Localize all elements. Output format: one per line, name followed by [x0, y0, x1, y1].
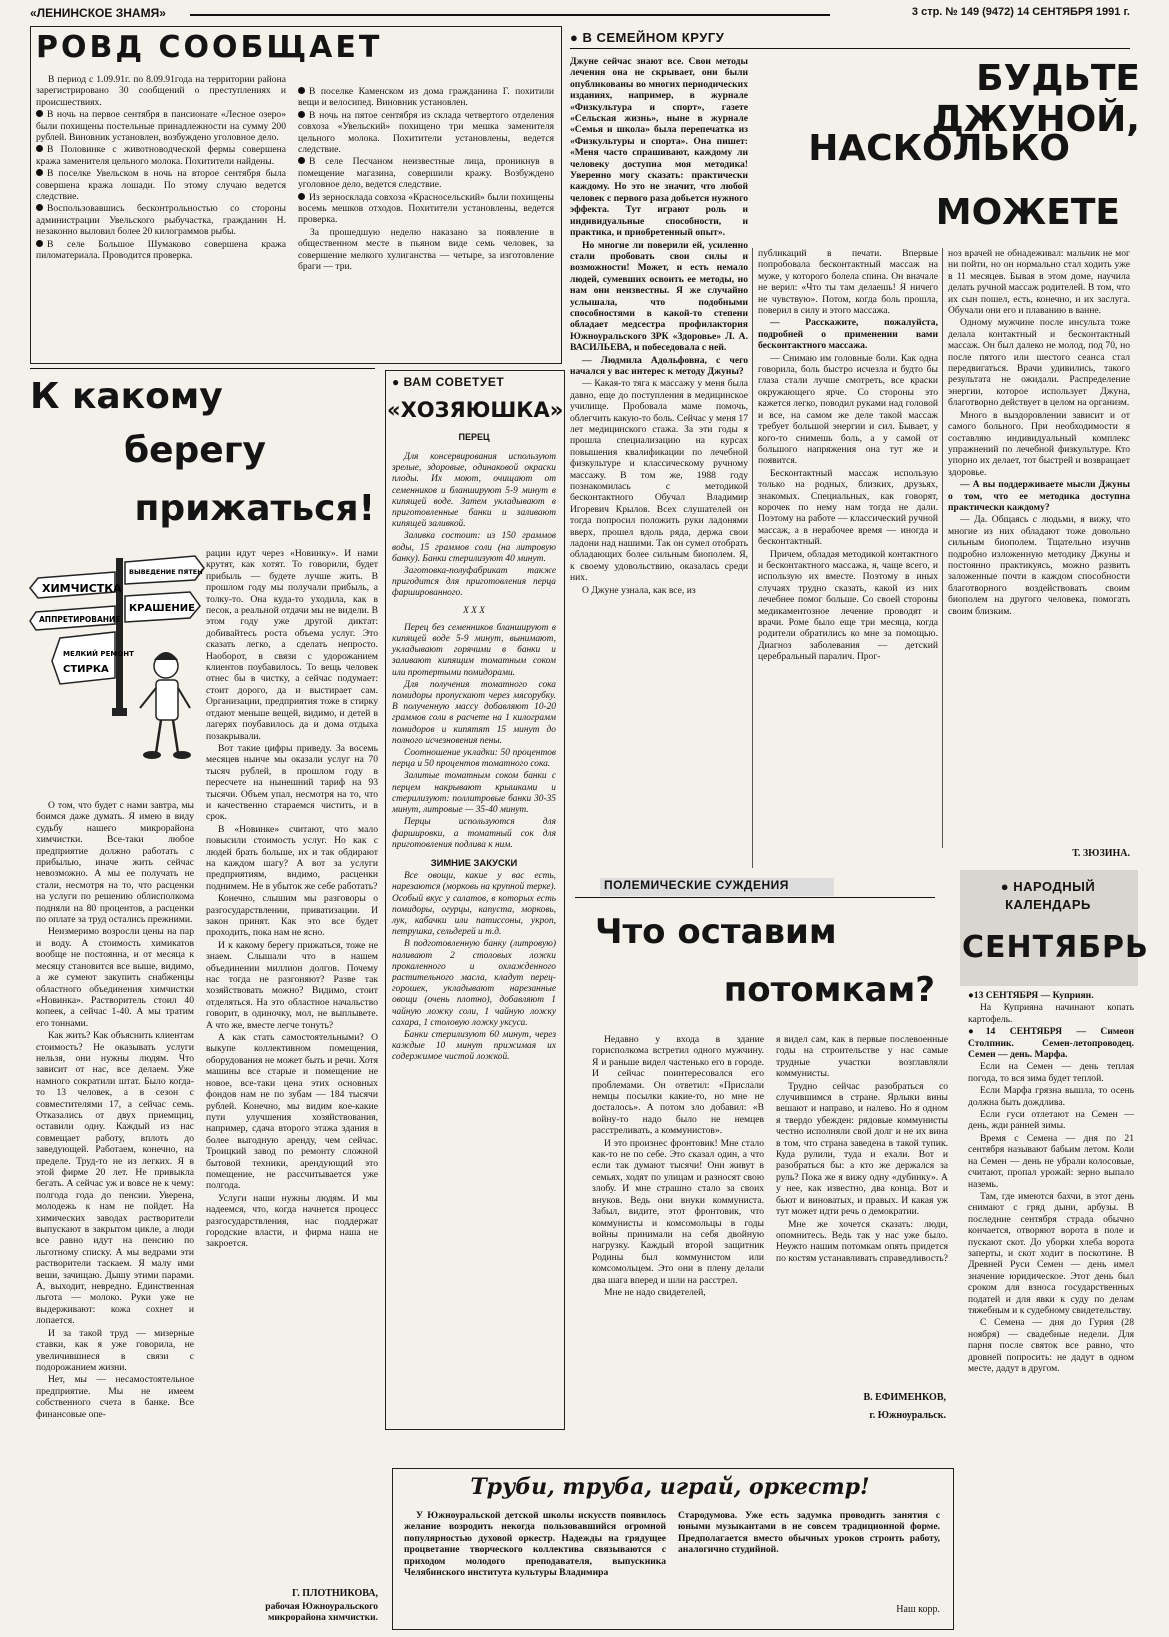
calendar-para: Там, где имеются бахчи, в этот день снимают с гряд дыни, арбузы. В последние сентября страда обычно кончается, отворяют ворота в поле и пускают скот. До уборки хлеба ворота заперты, и скот ходит в поскотине. В Древней Руси Семен — день имел значение юридическое. Этот день был сроком для взноса государственных податей и для явки к суду по делам тяжебным и к судебному свидетельству. [968, 1190, 1134, 1316]
family-headline-3: МОЖЕТЕ [935, 192, 1120, 233]
rovd-item: Из зерносклада совхоза «Красносельский» были похищены восемь мешков отходов. Похитители установлены, ведется проверка. [298, 191, 554, 226]
family-para: ноз врачей не обнадеживал: мальчик не мог ни пойти, но он нормально стал ходить уже в 11 месяцев. Бывая в этом доме, научила делать ручной массаж родителей. В том, что их сын пошел, есть, конечно, и их заслуга. Обучали они его и плаванию в ванне. [948, 248, 1130, 317]
family-question: — Расскажите, пожалуйста, подробней о применении вами бесконтактного массажа. [758, 317, 938, 352]
bereg-para: Как жить? Как объяснить клиентам стоимость? Не оказывать услуги нельзя, они нужны людям. Что зависит от нас, все делаем. Уже намного сократили штат. Было когда-то 13 человек, а в сезон с совместителями 17, а сейчас семь. Отказались от двух приемщиц, оставили одну. Каждый из нас совмещает работу, вплоть до заведующей. Работаем, конечно, на пределе. Труд-то не из легких. Я в этой фирме 20 лет. Не привыкла бегать. А сейчас уж и вовсе не к чему: полгода года до пенсии. Уверена, молодежь к нам не пойдет. На химических заводах растворители выпускают в закрытом цикле, а люди все равно идут на пенсию по льготному списку. А мы ведрами эти растворители таскаем. Я малу ими веши, зачищаю. Дышу этими парами. А, выходит, невредно. Единственная льгота — молоко. Руки уже не выдерживают: кожа сохнет и лопается. [36, 1030, 194, 1327]
signpost-illustration [30, 548, 210, 798]
polemic-para: Мне же хочется сказать: люди, опомнитесь. Ведь так у нас уже было. Неужто нашим потомкам опять придется по костям устанавливать справедливость? [776, 1218, 948, 1264]
bereg-headline-3: прижаться! [134, 488, 375, 529]
bereg-para: Конечно, слышим мы разговоры о разгосударствлении, приватизации. И закон принят. Как это все будет проходить, пока нам не ясно. [206, 893, 378, 939]
polemic-kicker: ПОЛЕМИЧЕСКИЕ СУЖДЕНИЯ [600, 878, 834, 896]
family-author: Т. ЗЮЗИНА. [1072, 848, 1130, 859]
family-para: — Да. Общаясь с людьми, я вижу, что многие из них обладают тоже довольно сильным биополем. Тщательно изучив подробно изложенную методику Джуны и постоянно практикуясь, можно развить заложенные почти в каждом способности благотворного воздействовать своим биополем на другого человека, помогать своим близким. [948, 514, 1130, 617]
rovd-item: В селе Песчаном неизвестные лица, проникнув в помещение магазина, совершили кражу. Возбуждено уголовное дело, ведется следствие. [298, 156, 554, 191]
polemic-author-city: г. Южноуральск. [869, 1410, 946, 1421]
polemic-para: я видел сам, как в первые послевоенные годы на строительстве у нас самые трудные участки возглавляли коммунисты. [776, 1034, 948, 1080]
family-para: Джуне сейчас знают все. Свои методы лечения она не скрывает, они были опубликованы во многих периодических изданиях, например, в журнале «Физкультура и спорт», газете «Сельская жизнь», ныне в журнале «Семья и школа» была перепечатка из «Физкультуры и спорта». Она пишет: «Меня часто спрашивают, каждому ли человеку доступна моя методика! Уверенно могу сказать: практически каждому. Но это не значит, что любой человек с первого раза добьется нужного эффекта. Тут играют роль и индивидуальные способности, и практика, и приобретенный опыт». [570, 56, 749, 239]
polemic-column-1 [592, 1034, 764, 1424]
rovd-heading: РОВД СООБЩАЕТ [36, 30, 383, 65]
sign-text: ХИМЧИСТКА [42, 582, 122, 595]
column-divider [752, 248, 753, 868]
family-para: Но многие ли поверили ей, усиленно стали пробовать свои силы и возможности! Может, и есть немало людей, сумевших освоить ее методы, но нам они неизвестны. Я же случайно услышала, что подобными способностями в какой-то степени обладает медсестра профилактория Южноуральского ЗРК «Здоровье» Л. А. ВАСИЛЬЕВА, и побеседовала с ней. [570, 239, 748, 354]
calendar-para: Если гуси отлетают на Семен — день, жди ранней зимы. [968, 1109, 1134, 1132]
calendar-kicker: ● НАРОДНЫЙ КАЛЕНДАРЬ [1000, 879, 1096, 912]
hozyayushka-kicker: ● ВАМ СОВЕТУЕТ [392, 375, 505, 389]
masthead-rule [190, 14, 830, 16]
bereg-para: И за такой труд — мизерные ставки, как я уже говорила, не увеличившиеся в связи с подорожанием жизни. [36, 1327, 194, 1373]
calendar-date: ●14 СЕНТЯБРЯ — Симеон Столпник. Семен-летопроводец. Семен — день. Марфа. [968, 1026, 1134, 1061]
bereg-para: И к какому берегу прижаться, тоже не знаем. Слышали что в нашем объединении миллион долгов. Почему нас тогда не разгоняют? Разве так хозяйствовать можно? Видимо, стоит отделяться. На это областное начальство говорит, в одиночку, мол, не выплывете. А что же, вместе легче тонуть? [206, 939, 378, 1031]
calendar-para: Если на Семен — день теплая погода, то вся зима будет теплой. [968, 1061, 1134, 1084]
bereg-column-2 [206, 548, 378, 1588]
polemic-rule [575, 897, 935, 898]
rovd-item: В селе Большое Шумаково совершена кража пиломатериала. Проводится проверка. [36, 238, 286, 262]
rovd-column-1 [36, 74, 286, 360]
orchestra-author: Наш корр. [896, 1604, 940, 1615]
bereg-author: Г. ПЛОТНИКОВА, [291, 1588, 378, 1599]
calendar-para: Время с Семена — дня по 21 сентября называют бабьим летом. Коли на Семен — день не убрали колосовые, считают, пропал урожай: зерно выпало наземь. [968, 1132, 1134, 1190]
rovd-item: В поселке Каменском из дома гражданина Г. похитили вещи и велосипед. Виновник установлен. [298, 86, 554, 109]
orchestra-column-1 [404, 1510, 666, 1620]
bereg-headline-2: берегу [123, 430, 266, 471]
calendar-para: С Семена — дня до Гурия (28 ноября) — свадебные недели. Для парня после святок все равно, что дровней попросить: не дадут в одном месте, дадут в другом. [968, 1317, 1134, 1374]
polemic-para: Мне не надо свидетелей, [604, 1286, 706, 1298]
sign-text: ВЫВЕДЕНИЕ ПЯТЕН [129, 568, 203, 576]
family-question: — Людмила Адольфовна, с чего начался у вас интерес к методу Джуны? [570, 354, 748, 377]
family-rule [570, 48, 1130, 49]
sign-text: АППРЕТИРОВАНИЕ [39, 615, 121, 624]
recipe-para: Для консервирования используют зрелые, здоровые, одинаковой окраски плоды. Их моют, очищают от семенников и бланшируют 5-9 минут в кипящей воде. Затем укладывают в приготовленные банки и заливают кипящей заливкой. [392, 452, 556, 530]
polemic-headline-2: потомкам? [723, 970, 935, 1010]
polemic-para: Недавно у входа в здание горисполкома встретил одного мужчину. Я и раньше видел частенько его в городе. И сейчас поинтересовался его проблемами. Он ответил: «Прислали немцы посылки какие-то, но мне не досталось». А потом зло добавил: «В войну-то надо было не немцев расстреливать, а коммунистов». [592, 1034, 764, 1137]
recipe-para: Заготовка-полуфабрикат также пригодится для приготовления перца фаршированного. [392, 566, 556, 599]
orchestra-para: У Южноуральской детской школы искусств появилось желание возродить некогда пользовавшийся огромной популярностью духовой оркестр. Надежды на грядущее процветание творческого коллектива связываются с приходом молодого преподавателя, выпускника Челябинского института культуры Владимира [404, 1510, 666, 1579]
issue-info: 3 стр. № 149 (9472) 14 СЕНТЯБРЯ 1991 г. [911, 6, 1130, 18]
sign-text: КРАШЕНИЕ [129, 603, 195, 614]
recipe-separator: Х Х Х [463, 605, 485, 616]
bereg-author-role: рабочая Южноуральского микрорайона химчистки. [265, 1602, 378, 1623]
paper-name: «ЛЕНИНСКОЕ ЗНАМЯ» [30, 6, 166, 20]
recipe-para: Заливка состоит: из 150 граммов воды, 15 граммов соли (на литровую банку). Банки стерилизуют 40 минут. [392, 531, 556, 564]
family-para: Много в выздоровлении зависит и от самого больного. При необходимости я составляю индивидуальный комплекс упражнений по лечебной физкультуре. Кто упорно их делает, тот быстрей и возвращает здоровье. [948, 409, 1130, 478]
rovd-item: В ночь на первое сентября в пансионате «Лесное озеро» были похищены постельные принадлежности на сумму 200 рублей. Виновник установлен, возбуждено уголовное дело. [36, 109, 286, 144]
polemic-headline-1: Что оставим [595, 912, 837, 952]
rovd-column-2 [298, 86, 554, 360]
recipe-para: Залитые томатным соком банки с перцем накрывают крышками и стерилизуют: поллитровые банки 30-35 минут, литровые — 35-40 минут. [392, 771, 556, 816]
family-para: — Какая-то тяга к массажу у меня была давно, еще до поступления в медицинское училище. Пробовала маме помочь, облегчить какую-то боль. Сейчас у меня 17 лет медицинского стажа. За эти годы я прошла специализацию на курсах повышения квалификации по лечебной физкультуре и классическому ручному массажу. В том же, 1988 году познакомилась с методикой бесконтактного Обучал Владимир Игоревич Крылов. Всех слушателей он тогда попросил положить руки ладонями вверх, прошел вдоль ряда, держа свои ладони над нашими. Так он сумел отобрать обладающих более сильным биополем. Я, к своему удовольствию, оказалась среди них. [570, 378, 748, 584]
family-column-1 [570, 56, 748, 856]
polemic-para: Трудно сейчас разобраться со случившимся в стране. Ярлыки вины вешают и направо, и налево. Но я одном я твердо убежден: рядовые коммунисты честно исполняли свой долг и не их вина в том, что страна заведена в такой тупик. Куда рулили, туда и ехали. Вот и разобраться бы: а кто же держался за руль? Пока же я вижу одну «дубинку». А у нее, как известно, два конца. Вот и бьют и виноватых, и правых. И какая уж тут может идти речь о демократии. [776, 1080, 948, 1218]
family-para: Бесконтактный массаж использую только на родных, близких, друзьях, знакомых. Специальных, как говорят, корочек по нему нам тогда не дали. Поэтому на работе — классический ручной массаж, а в нерабочее время — иногда и бесконтактный. [758, 467, 938, 548]
hozyayushka-text [392, 452, 556, 1422]
polemic-column-2 [776, 1034, 948, 1389]
hozyayushka-title: «ХОЗЯЮШКА» [387, 398, 564, 422]
bereg-column-1 [36, 800, 194, 1626]
bereg-rule [30, 368, 375, 369]
family-para: — Снимаю им головные боли. Как одна говорила, боль быстро исчезла и будто бы глаза стали лучше смотреть, все краски окружающего ярче. Со стороны это кажется легко, поводил руками над головой и все, на самом же деле такой массаж требует большой энергии и сил. Бывает, у кого-то снимешь боль, а у самой от большого напряжения она тут же и появится. [758, 352, 938, 467]
recipe-para: Перец без семенников бланшируют в кипящей воде 5-9 минут, вынимают, укладывают горячими в банки и заливают кипящим томатным соком или протертыми помидорами. [392, 622, 556, 678]
sign-text: СТИРКА [63, 664, 109, 675]
bereg-para: А как стать самостоятельными? О выкупе коллективном помещения, оборудования не может быть и речи. Хотя машины все старые и помещение не новое, все-таки цена этих основных фондов нам не по зубам — 184 тысячи рублей. Конечно, мы видим кое-какие пути улучшения хозяйствования, например, сдача второго этажа здания в более выгодную аренду, чем сейчас. Троицкий завод по ремонту сложной бытовой техники, арендующий это помещение, не рассчитывается уже полгода. [206, 1032, 378, 1192]
column-divider [942, 248, 943, 848]
rovd-item: За прошедшую неделю наказано за появление в общественном месте в пьяном виде семь человек, за совершение мелкого хулиганства — четыре, за изготовление браги — три. [298, 226, 554, 273]
recipe-para: Для получения томатного сока помидоры пропускают через мясорубку. В полученную массу добавляют 10-20 граммов соли в расчете на 1 килограмм помидоров и кипятят 15 минут до полного исчезновения пены. [392, 679, 556, 746]
rovd-intro: В период с 1.09.91г. по 8.09.91года на территории района зарегистрировано 30 сообщений о преступлениях и происшествиях. [36, 74, 286, 108]
recipe-para: В подготовленную банку (литровую) наливают 2 столовых ложки прокаленного и охлажденного растительного масла, кладут перец-горошек, укладывают нарезанные овощи (очень плотно), добавляют 1 чайную ложку соли, 1 чайную ложку сахара, 1 столовую ложку уксуса. [392, 939, 556, 1028]
sign-text: МЕЛКИЙ РЕМОНТ [63, 650, 134, 658]
family-para: Одному мужчине после инсульта тоже делала контактный и бесконтактный массаж. Он был далеко не молод, под 70, но после пятого или шестого сеанса стал передвигаться. Врачи удивились, такого результата не ожидали. Распределение энергии, которое использует Джуна, благотворно действует в целом на организм. [948, 317, 1130, 409]
orchestra-headline: Труби, труба, играй, оркестр! [470, 1474, 870, 1500]
recipe-para: Перцы используются для фаршировки, а томатный сок для приготовления подлива к ним. [392, 817, 556, 850]
family-column-3 [948, 248, 1130, 818]
orchestra-para: Стародумова. Уже есть задумка проводить занятия с юными музыкантами в не совсем традиционной форме. Предполагается вместо обычных уроков строить работу, аналогично студийной. [678, 1510, 940, 1556]
recipe-para: Банки стерилизуют 60 минут, через каждые 10 минут прижимая их содержимое чистой ложкой. [392, 1029, 556, 1063]
bereg-para: О том, что будет с нами завтра, мы боимся даже думать. Я имею в виду судьбу нашего микрорайона химчистки. Все-таки любое предприятие должно работать с прибылью, иначе жить сейчас невозможно. А мы ее получать не стали, несмотря на то, что расценки на услуги по решению облисполкома подняли на 80 процентов, а расценки по оплате за труд остались прежними. [36, 800, 194, 926]
calendar-para: Если Марфа грязна вышла, то осень должна быть дождлива. [968, 1085, 1134, 1108]
polemic-author: В. ЕФИМЕНКОВ, [863, 1392, 946, 1403]
family-headline-1: БУДЬТЕ ДЖУНОЙ, [931, 58, 1140, 140]
family-question: — А вы поддерживаете мысли Джуны о том, что ее методика доступна практически каждому? [948, 479, 1130, 513]
calendar-para: На Куприяна начинают копать картофель. [968, 1002, 1134, 1025]
family-kicker: ● В СЕМЕЙНОМ КРУГУ [570, 30, 725, 45]
rovd-item: В ночь на пятое сентября из склада четвертого отделения совхоза «Увельский» похищено три мешка заменителя цельного молока. Похитители установлены, ведется следствие. [298, 109, 554, 156]
family-headline-2: НАСКОЛЬКО [808, 128, 1070, 169]
bereg-para: Нет, мы — несамостоятельное предприятие. Мы не имеем собственного счета в банке. Все финансовые опе- [36, 1374, 194, 1420]
calendar-title: СЕНТЯБРЬ [962, 930, 1149, 965]
bereg-para: рации идут через «Новинку». И нами крутят, как хотят. То говорили, будет прибыль — будете лучше жить. В прошлом году мы получали прибыль, а толку-то. Она куда-то уходила, как в песок, а реальной отдачи мы не видели. В этом году уже другой диктат: добивайтесь роста объема услуг. Это сказать легко, а сделать непросто. Наоборот, в связи с удорожанием клиентов поубавилось. То вещь человек отнес бы в чистку, а сейчас подумает: стоит дорого, да и выстирает сам. Организации, предприятия тоже в стирку отдают меньше вещей, видимо, и детей в лагерях поубавилось да и дома отдыха позакрывали. [206, 548, 378, 742]
family-column-2 [758, 248, 938, 873]
bereg-para: Неизмеримо возросли цены на пар и воду. А стоимость химикатов вообще не постоянна, и от месяца к месяцу становится все выше, видимо, а же сумеют закупить снабженцы областного объединения химчистки «Новинка». Растворитель стоил 40 копеек, а сейчас 1-40. А мы тратим его тоннами. [36, 926, 194, 1029]
bereg-headline-1: К какому [30, 376, 223, 417]
recipe-subheading: ЗИМНИЕ ЗАКУСКИ [430, 856, 518, 868]
hozyayushka-subtitle: ПЕРЕЦ [458, 432, 490, 442]
calendar-date: ●13 СЕНТЯБРЯ — Куприян. [968, 990, 1094, 1001]
polemic-para: И это произнес фронтовик! Мне стало как-то не по себе. Это сказал один, а что если так думают тысячи! Они живут в семьях, ходят по улицам и разносят свою злобу. И мне страшно стало за своих внуков. Ведь они внуки коммуниста. Забыл, видите, этот фронтовик, что коммунисты и комсомольцы в годы войны принимали на себя двойную нагрузку. Каждый второй защитник Родины был коммунистом или комсомольцем. Это они в плену делали два шага вперед и шли на расстрел. [592, 1137, 764, 1286]
rovd-item: В Половинке с животноводческой фермы совершена кража заменителя цельного молока. Похитители найдены. [36, 144, 286, 167]
bereg-para: Услуги наши нужны людям. И мы надеемся, что, когда начнется процесс разгосударствления, нас поддержат городские власти, и фирма наша не закроется. [206, 1192, 378, 1250]
bereg-para: Вот такие цифры приведу. За восемь месяцев нынче мы оказали услуг на 70 тысяч рублей, в прошлом году в пересчете на нынешний тариф на 93 тысячи. Объем упал, несмотря на то, что и качественно стараемся чистить, и в срок. [206, 742, 378, 823]
orchestra-column-2 [678, 1510, 940, 1580]
calendar-text [968, 990, 1134, 1628]
family-para: О Джуне узнала, как все, из [582, 584, 696, 596]
rovd-item: В поселке Увельском в ночь на второе сентября была совершена кража лошади. По этому случаю ведется следствие. [36, 168, 286, 203]
bereg-para: В «Новинке» считают, что мало повысили стоимость услуг. Но как с людей брать больше, их и так обдирают на каждом шагу? А вот за услуги предприятиям, видимо, расценки поднимем. Не в убыток же себе работать? [206, 823, 378, 892]
family-para: публикаций в печати. Впервые попробовала бесконтактный массаж на муже, у которого болела спина. Он вначале не верил: «Что ты там делаешь! Я ничего не чувствую». Потом, когда боль прошла, поверил в силу и этого массажа. [758, 248, 938, 317]
rovd-item: Воспользовавшись бесконтрольностью со стороны администрации Увельского рыбучастка, гражданин Н. незаконно выловил более 20 килограммов рыбы. [36, 203, 286, 238]
recipe-para: Соотношение укладки: 50 процентов перца и 50 процентов томатного сока. [392, 748, 556, 770]
family-para: Причем, обладая методикой контактного и бесконтактного массажа, я, чаще всего, и использую их вместе. Поэтому в иных случаях трудно сказать, какой из них лечебнее помог больше. Со своей стороны медикаментозное лечение проводят и врачи. Роме было еще три месяца, когда родители обратились ко мне за помощью. Диагноз заболевания — детский церебральный паралич. Прог- [758, 548, 938, 663]
recipe-para: Все овощи, какие у вас есть, нарезаются (морковь на крупной терке). Особый вкус у салатов, в которых есть помидоры, огурцы, капуста, морковь, лук, кабачки или патиссоны, укроп, петрушка, сельдерей и т.д. [392, 871, 556, 938]
